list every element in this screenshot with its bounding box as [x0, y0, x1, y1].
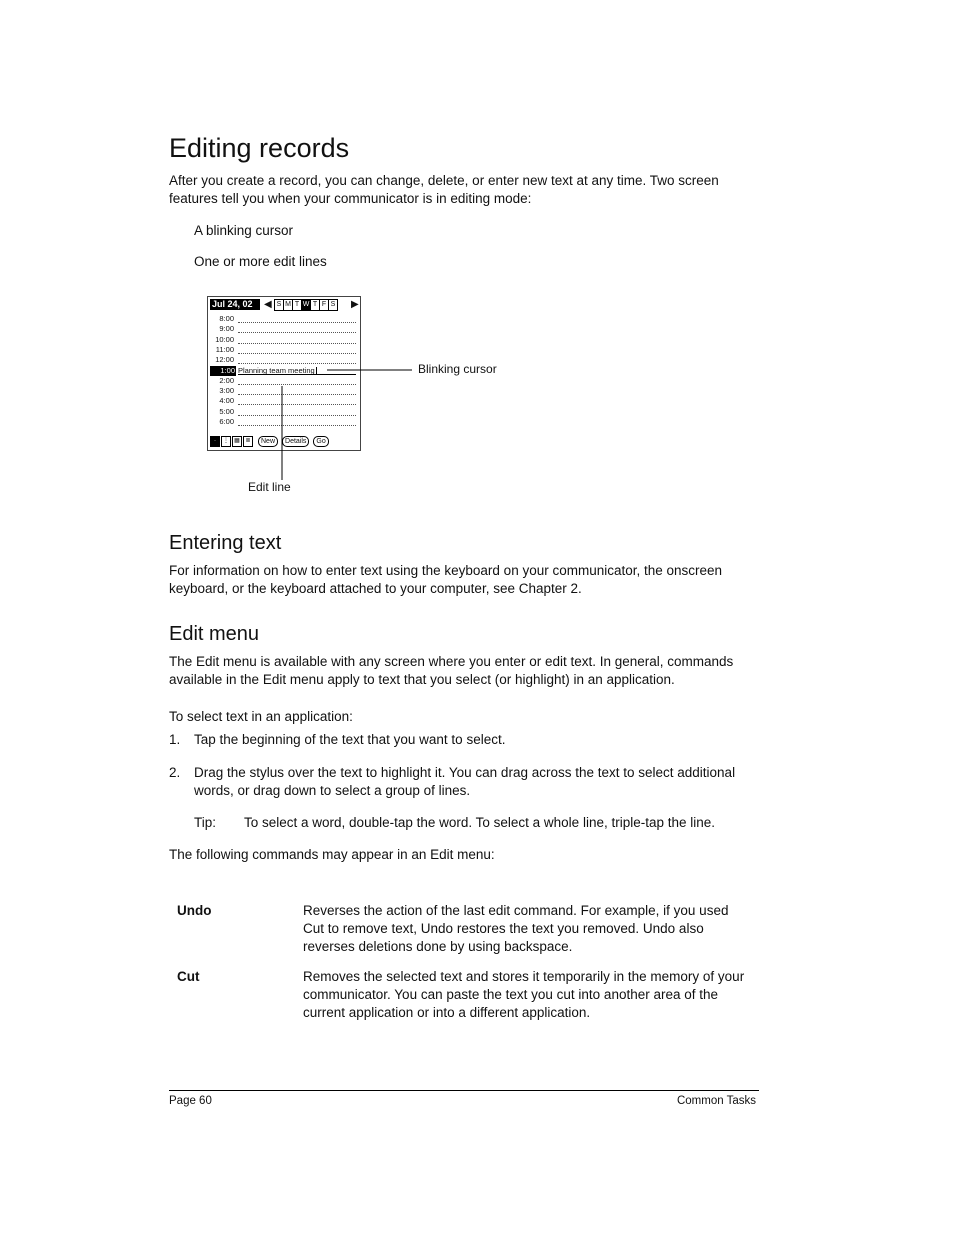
feature-item: A blinking cursor [194, 223, 294, 238]
edit-menu-heading: Edit menu [169, 623, 260, 645]
month-view-icon: ▦ [232, 436, 242, 447]
event-text-value: Planning team meeting [238, 365, 315, 375]
intro-paragraph: After you create a record, you can change, delete, or enter new text at any time. Two screen features tell you when your communicator is in editing mode: [169, 173, 719, 206]
procedure-title: To select text in an application: [169, 709, 353, 724]
prev-week-icon: ◀ [264, 299, 272, 310]
week-day: S [328, 299, 338, 311]
week-day: M [283, 299, 293, 311]
step-text: Tap the beginning of the text that you want to select. [194, 732, 506, 747]
time-label: 1:00 [210, 366, 236, 376]
time-label: 8:00 [219, 314, 234, 323]
day-view-icon: · [210, 436, 220, 447]
new-button: New [258, 436, 278, 447]
entering-text-heading: Entering text [169, 532, 282, 554]
feature-item: One or more edit lines [194, 254, 327, 269]
page-title: Editing records [169, 133, 350, 163]
footer-rule [169, 1090, 759, 1091]
step-number: 2. [169, 765, 181, 780]
tip-text: To select a word, double-tap the word. To select a whole line, triple-tap the line. [244, 815, 716, 830]
page-number: Page 60 [169, 1095, 212, 1107]
edit-menu-paragraph: The Edit menu is available with any screen where you enter or edit text. In general, commands available in the Edit menu apply to text that you select (or highlight) in an application. [169, 654, 734, 687]
week-day: T [310, 299, 320, 311]
command-description: Reverses the action of the last edit command. For example, if you used Cut to remove text, Undo restores the text you removed. Undo also reverses deletions done by using backspace. [303, 903, 729, 954]
time-label: 4:00 [219, 396, 234, 406]
command-description: Removes the selected text and stores it temporarily in the memory of your communicator. You can paste the text you cut into another area of the current application or into a different application. [303, 969, 745, 1020]
time-label: 5:00 [219, 406, 234, 416]
go-button: Go [313, 436, 328, 447]
section-name: Common Tasks [676, 1095, 756, 1107]
week-day: F [319, 299, 329, 311]
command-name: Undo [177, 903, 212, 918]
commands-intro: The following commands may appear in an Edit menu: [169, 847, 495, 862]
time-label: 11:00 [215, 344, 234, 354]
week-day: S [274, 299, 284, 311]
callout-lines [200, 290, 420, 490]
week-day: W [301, 299, 311, 311]
tip-label: Tip: [194, 815, 217, 830]
entering-text-paragraph: For information on how to enter text using the keyboard on your communicator, the onscreen keyboard, or the keyboard attached to your computer, see Chapter 2. [169, 563, 723, 596]
date-header: Jul 24, 02 [210, 299, 260, 310]
agenda-view-icon: ≣ [243, 436, 253, 447]
week-day: T [292, 299, 302, 311]
week-view-icon: ⋮ [221, 436, 231, 447]
time-label: 12:00 [215, 355, 234, 365]
time-label: 3:00 [219, 386, 234, 396]
step-text: Drag the stylus over the text to highlight it. You can drag across the text to select additional words, or drag down to select a group of lines. [194, 765, 736, 798]
time-label: 6:00 [219, 417, 234, 426]
edit-line-label: Edit line [248, 480, 291, 494]
time-label: 9:00 [219, 324, 234, 334]
step-number: 1. [169, 732, 181, 747]
next-week-icon: ▶ [351, 299, 359, 310]
command-name: Cut [177, 969, 200, 984]
details-button: Details [282, 436, 309, 447]
time-label: 2:00 [219, 375, 234, 385]
time-label: 10:00 [215, 334, 234, 344]
blinking-cursor-label: Blinking cursor [418, 362, 497, 376]
